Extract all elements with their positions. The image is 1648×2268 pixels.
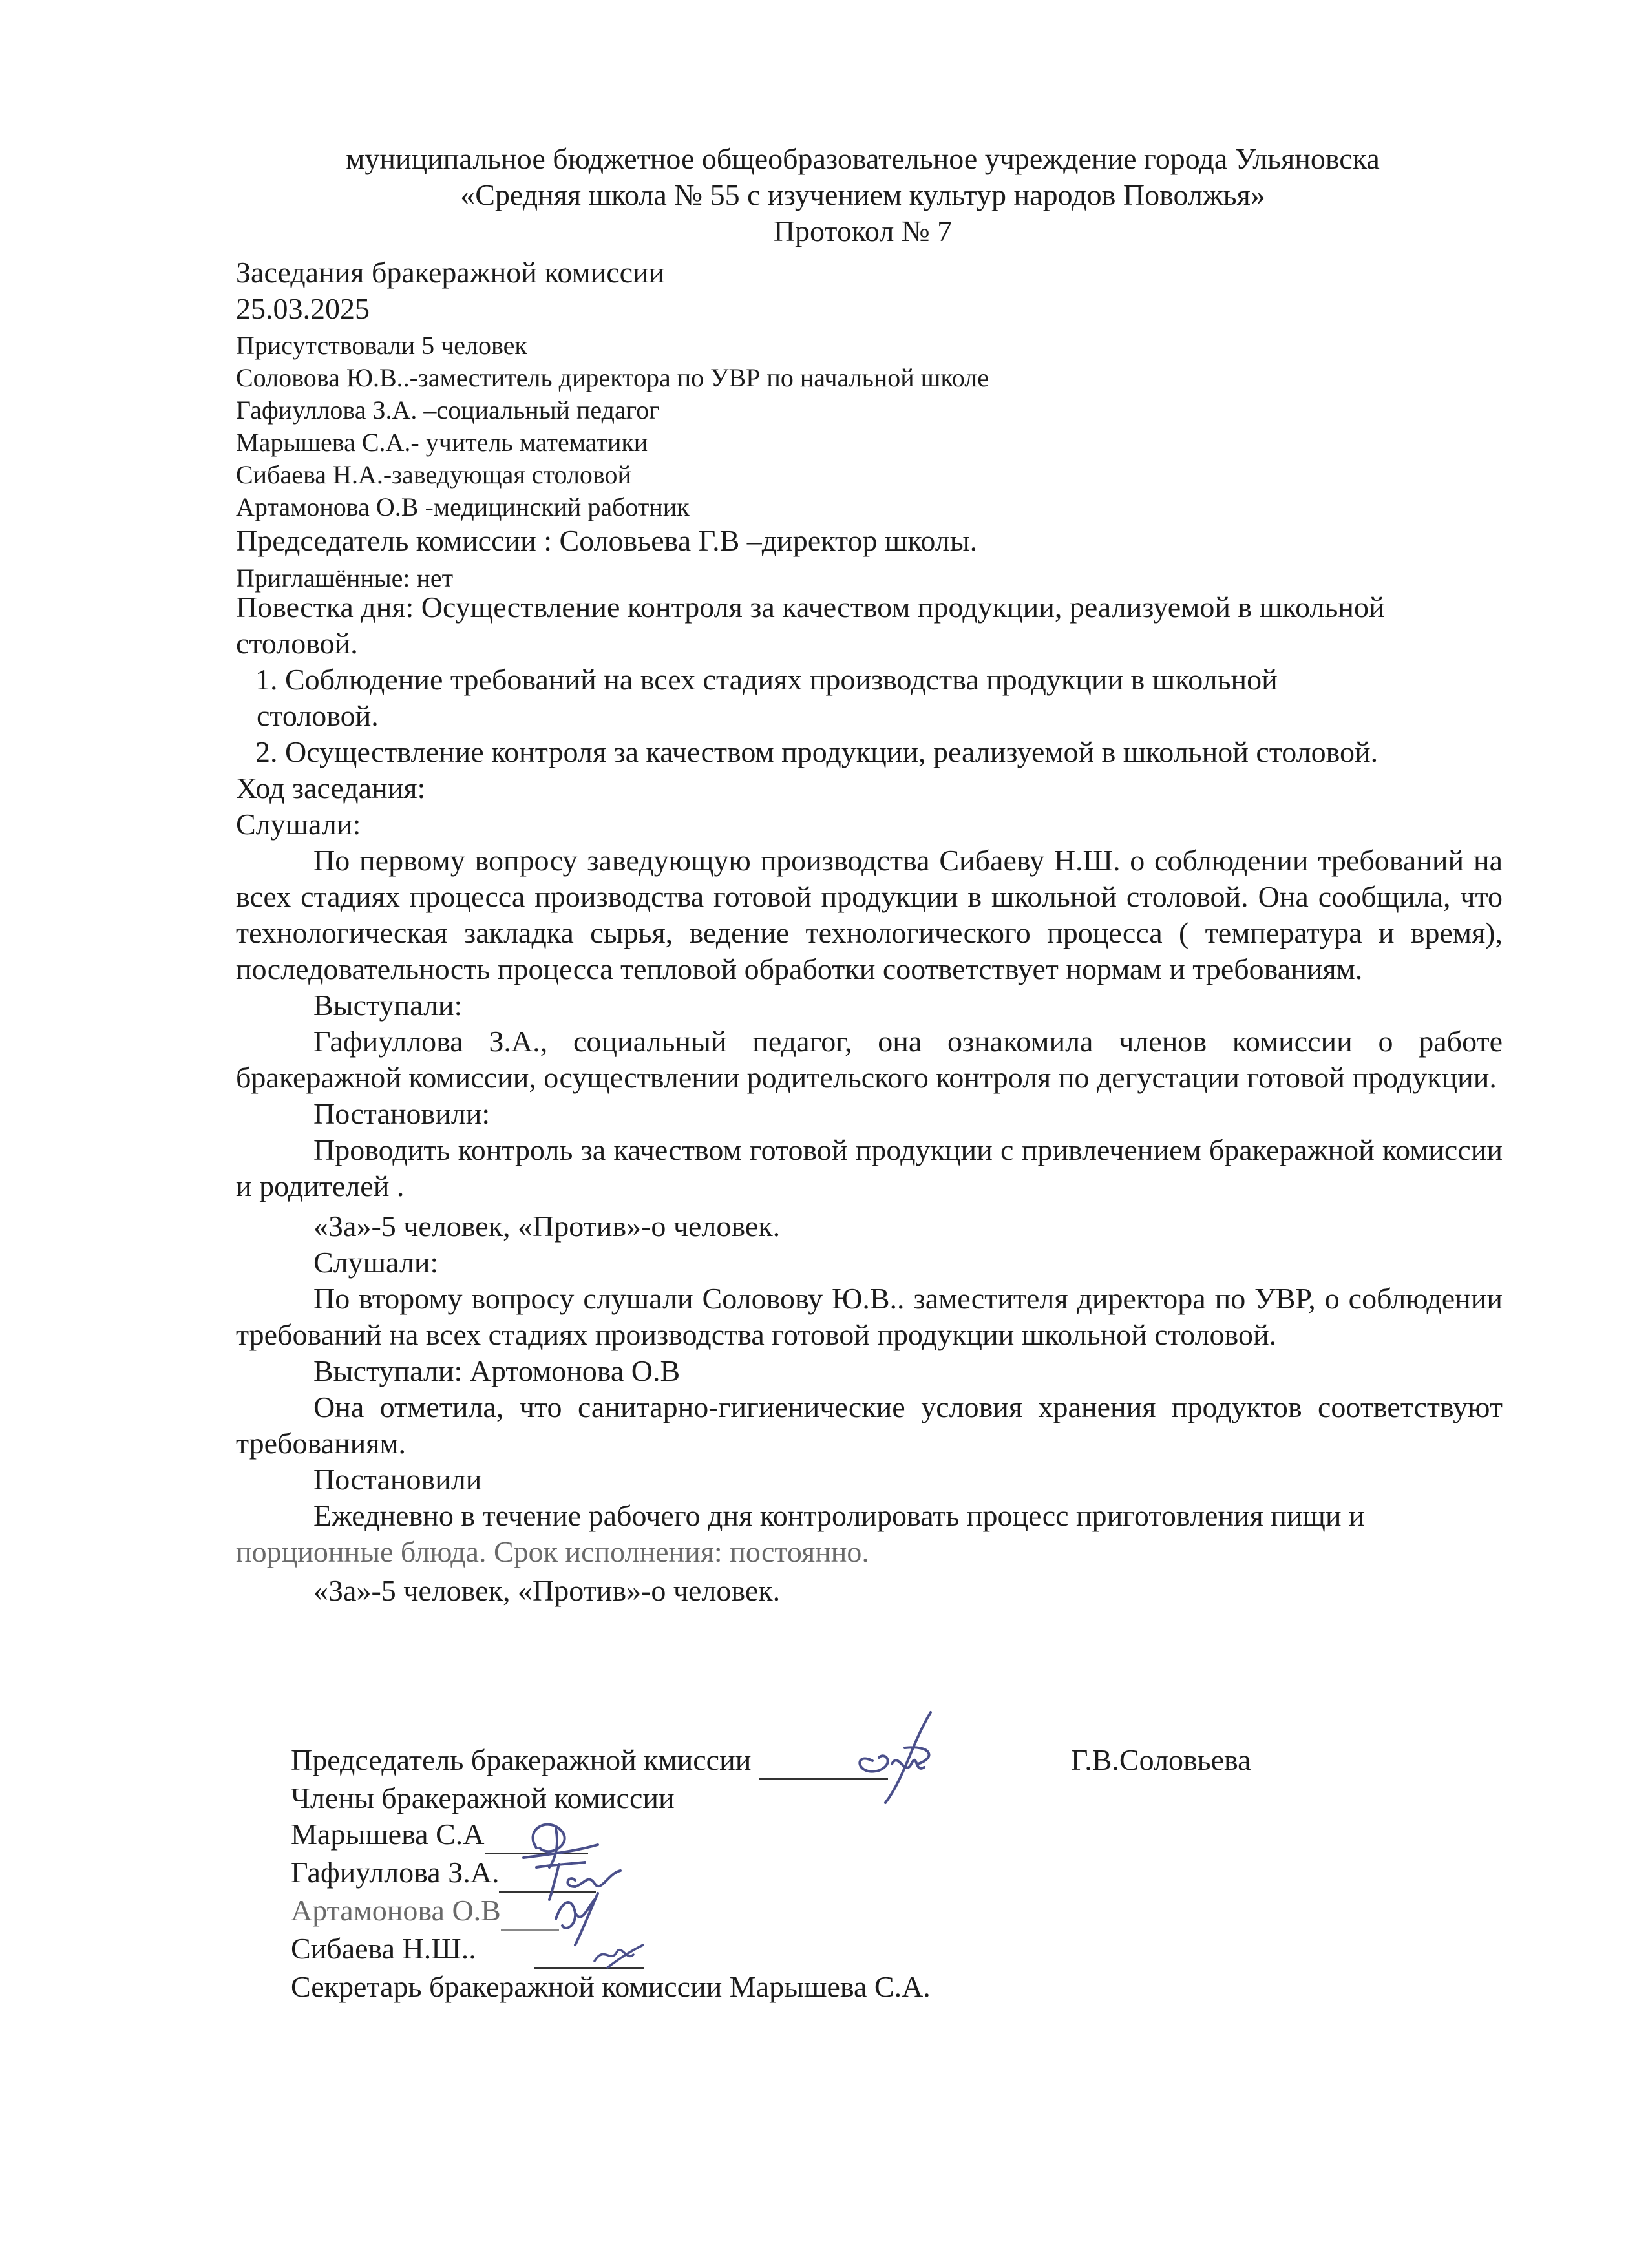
document-header (194, 141, 1532, 249)
listened-1-label: Слушали: (236, 808, 361, 841)
member-signature-row (291, 1854, 1454, 1893)
vote-1: «За»-5 человек, «Против»-о человек. (313, 1210, 781, 1243)
spoke-2-text: Она отметила, что санитарно-гигиенические условия хранения продуктов соответствуют требованиям. (236, 1391, 1503, 1460)
chair-signature-label: Председатель бракеражной кмиссии (291, 1743, 752, 1776)
member-handwritten-signature (582, 1932, 653, 1977)
member-name: Сибаева Н.Ш.. (291, 1932, 476, 1965)
member-name: Артамонова О.В (291, 1894, 501, 1927)
listened-1-text: По первому вопросу заведующую производства Сибаеву Н.Ш. о соблюдении требований на всех стадиях процесса производства готовой продукции в школьной столовой. Она сообщила, что технологическая закладка сырья, ведение технологического процесса ( температура и время), последовательность процесса тепловой обработки соответствует нормам и требованиям. (236, 844, 1503, 985)
member-signature-row (291, 1931, 1454, 1969)
agenda-item-1-cont: столовой. (257, 699, 379, 732)
listened-2-label: Слушали: (313, 1246, 439, 1279)
school-name: «Средняя школа № 55 с изучением культур народов Поволжья» (460, 178, 1265, 211)
attendance-block (236, 330, 1503, 523)
chair-name: Г.В.Соловьева (1070, 1743, 1251, 1776)
spoke-1-label: Выступали: (313, 989, 463, 1022)
member-item: Соловова Ю.В..-заместитель директора по УВР по начальной школе (236, 363, 989, 392)
secretary: Секретарь бракеражной комиссии Марышева С.А. (291, 1970, 931, 2003)
member-signature-row (291, 1893, 1454, 1931)
chair-handwritten-signature (834, 1699, 963, 1816)
member-name: Гафиуллова З.А. (291, 1856, 500, 1889)
meeting-date: 25.03.2025 (236, 292, 370, 325)
meeting-title: Заседания бракеражной комиссии (236, 256, 665, 289)
minutes-body (236, 843, 1503, 1609)
members-label: Члены бракеражной комиссии (291, 1781, 675, 1814)
signature-stroke (595, 1945, 643, 1968)
agenda-lead-cont: столовой. (236, 627, 358, 660)
member-item: Сибаева Н.А.-заведующая столовой (236, 460, 631, 489)
decided-1-label: Постановили: (313, 1097, 491, 1130)
member-name: Марышева С.А (291, 1818, 485, 1851)
chair-invited-block (236, 522, 1503, 597)
decided-1-text: Проводить контроль за качеством готовой продукции с привлечением бракеражной комиссии и родителей . (236, 1133, 1503, 1202)
member-item: Гафиуллова З.А. –социальный педагог (236, 395, 660, 425)
course-heading: Ход заседания: (236, 772, 426, 804)
listened-2-text: По второму вопросу слушали Соловову Ю.В.. заместителя директора по УВР, о соблюдении требований на всех стадиях производства готовой продукции школьной столовой. (236, 1282, 1503, 1351)
member-signature-row (291, 1816, 1454, 1854)
member-item: Марышева С.А.- учитель математики (236, 428, 648, 457)
spoke-1-text: Гафиуллова З.А., социальный педагог, она ознакомила членов комиссии о работе бракеражной комиссии, осуществлении родительского контроля по дегустации готовой продукции. (236, 1025, 1503, 1094)
decided-2-text: Ежедневно в течение рабочего дня контролировать процесс приготовления пищи и (313, 1499, 1365, 1532)
decided-2-label: Постановили (313, 1463, 482, 1496)
decided-2-text-cont: порционные блюда. Срок исполнения: постоянно. (236, 1535, 869, 1568)
agenda-lead: Повестка дня: Осуществление контроля за качеством продукции, реализуемой в школьной (236, 591, 1385, 624)
commission-chair: Председатель комиссии : Соловьева Г.В –директор школы. (236, 524, 978, 557)
protocol-number: Протокол № 7 (773, 215, 953, 247)
agenda-item-2: 2. Осуществление контроля за качеством продукции, реализуемой в школьной столовой. (255, 735, 1379, 768)
member-item: Артамонова О.В -медицинский работник (236, 492, 690, 521)
signature-stroke (860, 1712, 931, 1803)
invited: Приглашённые: нет (236, 563, 454, 593)
agenda (236, 589, 1503, 843)
spoke-2: Выступали: Артомонова О.В (313, 1354, 681, 1387)
vote-2: «За»-5 человек, «Против»-о человек. (313, 1574, 781, 1607)
present-count: Присутствовали 5 человек (236, 331, 527, 360)
institution-name: муниципальное бюджетное общеобразовательное учреждение города Ульяновска (346, 142, 1380, 175)
agenda-item-1: 1. Соблюдение требований на всех стадиях производства продукции в школьной (255, 663, 1278, 696)
meta-block (236, 255, 1503, 327)
